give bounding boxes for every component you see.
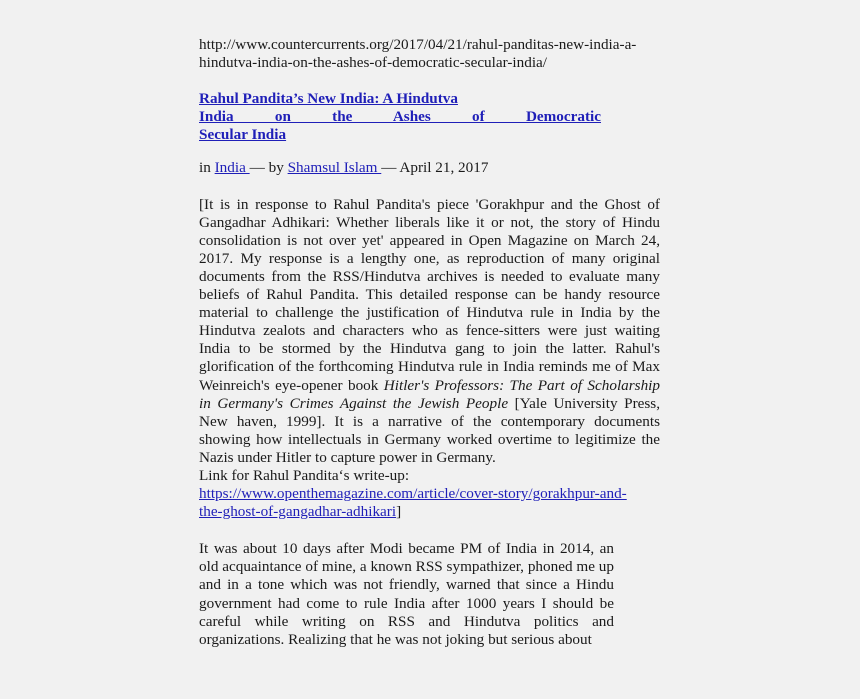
byline-by: — by [249,159,284,177]
writeup-close-bracket: ] [396,503,402,521]
writeup-link-block [199,485,660,521]
source-url [199,36,660,72]
writeup-link-line-2[interactable]: the-ghost-of-gangadhar-adhikari [199,503,397,521]
article-title-line-3: Secular India [199,126,287,144]
byline [199,159,660,177]
article-title-link[interactable] [199,90,601,144]
category-link[interactable]: India [214,159,250,177]
source-url-line-1: http://www.countercurrents.org/2017/04/21/rahul-panditas-new-india-a- [199,36,637,53]
intro-text-part-1: [It is in response to Rahul Pandita's piece 'Gorakhpur and the Ghost of Gangadhar Adhikari: Whether liberals like it or not, the story of Hindu consolidation is not over yet' appeared in Open Magazine on March 24, 2017. My response is a lengthy one, as reproduction of many original documents from the RSS/Hindutva archives is needed to evaluate many beliefs of Rahul Pandita. This detailed response can be handy resource material to challenge the justification of Hindutva rule in India by the Hindutva zealots and characters who as fence-sitters were just waiting India to be stormed by the Hindutva gang to join the latter. Rahul's glorification of the forthcoming Hindutva rule in India reminds me of Max Weinreich's eye-opener book [199,195,660,394]
article-title-line-2: India on the Ashes of Democratic [199,108,601,126]
writeup-label: Link for Rahul Pandita‘s write-up: [199,466,410,484]
intro-paragraph [199,196,660,467]
intro-text-part-2: [Yale University Press, New haven, 1999]. It is a narrative of the contemporary documents showing how intellectuals in Germany worked overtime to legitimize the Nazis under Hitler to capture power in Germany. [199,394,661,466]
author-link[interactable]: Shamsul Islam [287,159,382,177]
book-title: Hitler's Professors: The Part of Scholarship in Germany's Crimes Against the Jewish People [199,376,660,412]
paragraph-spacer [199,521,660,540]
body-paragraph: It was about 10 days after Modi became PM of India in 2014, an old acquaintance of mine, a known RSS sympathizer, phoned me up and in a tone which was not friendly, warned that since a Hindu government had come to rule India after 1000 years I should be careful while writing on RSS and Hindutva politics and organizations. Realizing that he was not joking but serious about [199,540,614,648]
writeup-link-line-1[interactable]: https://www.openthemagazine.com/article/cover-story/gorakhpur-and- [199,485,627,503]
source-url-line-2: hindutva-india-on-the-ashes-of-democratic-secular-india/ [199,54,548,72]
article-title-line-1: Rahul Pandita’s New India: A Hindutva [199,90,458,108]
document-content [199,36,660,649]
byline-prefix: in [199,159,211,177]
byline-date: — April 21, 2017 [381,159,489,177]
